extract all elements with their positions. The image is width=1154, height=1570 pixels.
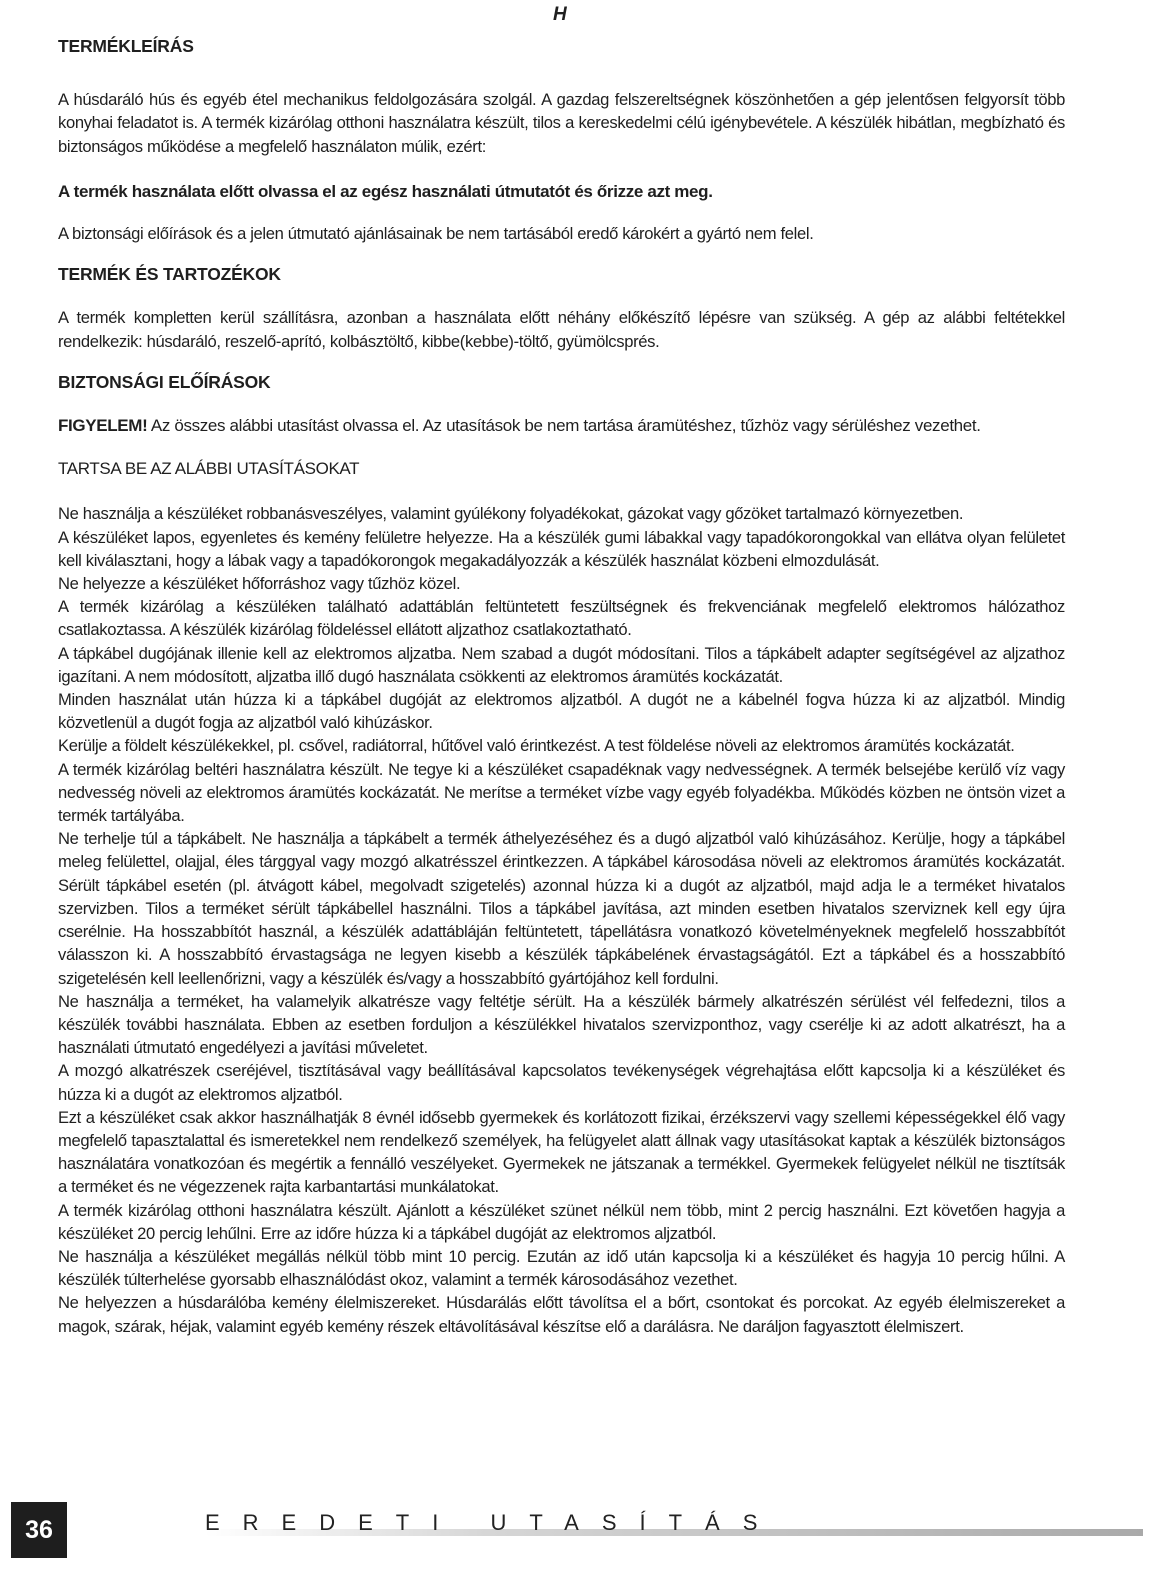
liability-paragraph: A biztonsági előírások és a jelen útmutató ajánlásainak be nem tartásából eredő károkért a gyártó nem felel. [58, 224, 814, 244]
instruction-item: A mozgó alkatrészek cseréjével, tisztításával vagy beállításával kapcsolatos tevékenységek végrehajtása előtt kapcsolja ki a készüléket és húzza ki a dugót az elektromos aljzatból. [58, 1061, 1065, 1104]
instruction-item: A termék kizárólag beltéri használatra készült. Ne tegye ki a készüléket csapadéknak vagy nedvességnek. A termék belsejébe kerülő víz vagy nedvesség növeli az elektromos áramütés kockázatát. Ne merítse a terméket vízbe vagy egyéb folyadékba. Működés közben ne öntsön vizet a termék tartályába. [58, 759, 1065, 826]
warning-text: Az összes alábbi utasítást olvassa el. Az utasítások be nem tartása áramütéshez, tűzhöz vagy sérüléshez vezethet. [147, 416, 981, 436]
footer-label: EREDETI UTASÍTÁS [205, 1510, 781, 1535]
instruction-item: Ne helyezze a készüléket hőforráshoz vagy tűzhöz közel. [58, 574, 461, 594]
warning-paragraph [58, 414, 1065, 437]
description-paragraph: A húsdaráló hús és egyéb étel mechanikus feldolgozására szolgál. A gazdag felszereltségnek köszönhetően a gép jelentősen felgyorsít több konyhai feladatot is. A termék kizárólag otthoni használatra készült, tilos a kereskedelmi célú igénybevétele. A készülék hibátlan, megbízható és biztonságos működése a megfelelő használaton múlik, ezért: [58, 90, 1065, 156]
warning-label: FIGYELEM! [58, 416, 148, 436]
instruction-item: Ne használja a terméket, ha valamelyik alkatrésze vagy feltétje sérült. Ha a készülék bármely alkatrészén sérülést vél felfedezni, tilos a készülék további használata. Ebben az esetben forduljon a készülékkel hivatalos szervizponthoz, vagy cserélje ki az adott alkatrészt, ha a használati útmutató engedélyezi a javítási műveletet. [58, 991, 1065, 1058]
instruction-item: Ne helyezzen a húsdarálóba kemény élelmiszereket. Húsdarálás előtt távolítsa el a bőrt, csontokat és porcokat. Az egyéb élelmiszereket a magok, szárak, héjak, valamint egyéb kemény részek eltávolításával készítse elő a darálásra. Ne daráljon fagyasztott élelmiszert. [58, 1293, 1065, 1336]
instruction-item: A termék kizárólag a készüléken található adattáblán feltüntetett feszültségnek és frekvenciának megfelelő elektromos hálózathoz csatlakoztassa. A készülék kizárólag földeléssel ellátott aljzathoz csatlakoztatható. [58, 597, 1065, 640]
language-marker: H [553, 4, 567, 25]
instruction-item: A készüléket lapos, egyenletes és kemény felületre helyezze. Ha a készülék gumi lábakkal vagy tapadókorongokkal van ellátva olyan felületet kell kiválasztani, hogy a lábak vagy a tapadókorongok megakadályozzák a készülék használat közbeni elmozdulását. [58, 527, 1065, 570]
accessories-paragraph: A termék kompletten kerül szállításra, azonban a használata előtt néhány előkészítő lépésre van szükség. A gép az alábbi feltétekkel rendelkezik: húsdaráló, reszelő-aprító, kolbásztöltő, kibbe(kebbe)-töltő, gyümölcsprés. [58, 308, 1065, 351]
read-manual-notice: A termék használata előtt olvassa el az egész használati útmutatót és őrizze azt meg. [58, 181, 713, 201]
instruction-item: A tápkábel dugójának illenie kell az elektromos aljzatba. Nem szabad a dugót módosítani. Tilos a tápkábelt adapter segítségével az aljzathoz igazítani. A nem módosított, aljzatba illő dugó használata csökkenti az elektromos áramütés kockázatát. [58, 643, 1065, 686]
instruction-item: Minden használat után húzza ki a tápkábel dugóját az elektromos aljzatból. A dugót ne a kábelnél fogva húzza ki az aljzatból. Mindig közvetlenül a dugót fogja az aljzatból való kihúzáskor. [58, 690, 1065, 733]
page-number: 36 [11, 1502, 67, 1558]
section-title-safety: BIZTONSÁGI ELŐÍRÁSOK [58, 371, 271, 392]
instruction-item: Kerülje a földelt készülékekkel, pl. csővel, radiátorral, hűtővel való érintkezést. A test földelése növeli az elektromos áramütés kockázatát. [58, 736, 1015, 756]
instruction-item: Ne terhelje túl a tápkábelt. Ne használja a tápkábelt a termék áthelyezéséhez és a dugó aljzatból való kihúzásához. Kerülje, hogy a tápkábel meleg felülettel, olajjal, éles tárggyal vagy mozgó alkatrésszel érintkezzen. A tápkábel károsodása növeli az elektromos áramütés kockázatát. Sérült tápkábel esetén (pl. átvágott kábel, megolvadt szigetelés) azonnal húzza ki a dugót az aljzatból, majd adja le a terméket hivatalos szervizben. Tilos a terméket sérült tápkábellel használni. Tilos a tápkábel javítása, azt minden esetben hivatalos szerviznek kell egy újra cserélnie. Ha hosszabbítót használ, a készülék adattábláján feltüntetett, tápellátásra vonatkozó követelményeknek megfelelő hosszabbítót válasszon ki. A hosszabbító érvastagsága ne legyen kisebb a készülék tápkábelének érvastagságától. Ezt a tápkábel és a hosszabbító szigetelésén kell leellenőrizni, vagy a készülék és/vagy a hosszabbító gyártójához kell fordulni. [58, 829, 1065, 988]
instruction-item: Ne használja a készüléket robbanásveszélyes, valamint gyúlékony folyadékokat, gázokat vagy gőzöket tartalmazó környezetben. [58, 504, 964, 524]
document-body [58, 35, 1065, 1338]
instruction-item: Ne használja a készüléket megállás nélkül több mint 10 percig. Ezután az idő után kapcsolja ki a készüléket és hagyja 10 percig hűlni. A készülék túlterhelése gyorsabb elhasználódást okoz, valamint a termék károsodásához vezethet. [58, 1246, 1065, 1290]
instruction-item: A termék kizárólag otthoni használatra készült. Ajánlott a készüléket szünet nélkül nem több, mint 2 percig használni. Ezt követően hagyja a készüléket 20 percig lehűlni. Erre az időre húzza ki a tápkábel dugóját az elektromos aljzatból. [58, 1200, 1065, 1243]
section-title-description: TERMÉKLEÍRÁS [58, 36, 194, 56]
instruction-item: Ezt a készüléket csak akkor használhatják 8 évnél idősebb gyermekek és korlátozott fizikai, érzékszervi vagy szellemi képességekkel élő vagy megfelelő tapasztalattal és ismeretekkel nem rendelkező személyek, ha felügyelet alatt állnak vagy utasításokat kaptak a készülék biztonságos használatára vonatkozóan és megértik a fennálló veszélyeket. Gyermekek ne játszanak a termékkel. Gyermekek felügyelet nélkül ne tisztítsák a terméket és ne végezzenek rajta karbantartási munkálatokat. [58, 1107, 1065, 1197]
keep-instructions-heading: TARTSA BE AZ ALÁBBI UTASÍTÁSOKAT [58, 459, 360, 479]
section-title-accessories: TERMÉK ÉS TARTOZÉKOK [58, 264, 281, 285]
